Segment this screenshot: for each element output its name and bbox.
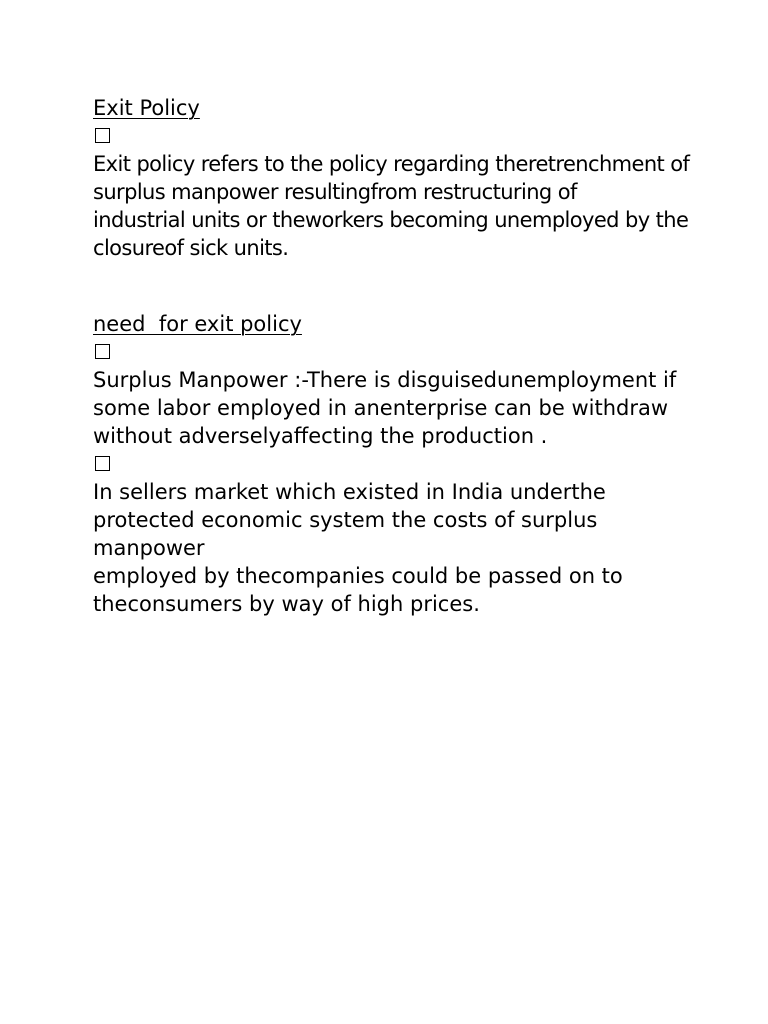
document-body: [93, 94, 693, 618]
checkbox-bullet-icon: [95, 456, 110, 471]
paragraph: In sellers market which existed in India underthe protected economic system the costs of surplus manpower employed by thecompanies could be passed on to theconsumers by way of high prices.: [93, 480, 623, 616]
section-heading: Exit Policy: [93, 96, 200, 120]
checkbox-bullet-icon: [95, 344, 110, 359]
section-need-for-exit-policy: [93, 310, 693, 618]
paragraph: Surplus Manpower :-There is disguisedunemployment if some labor employed in anenterprise can be withdraw without adverselyaffecting the production .: [93, 368, 677, 448]
paragraph: Exit policy refers to the policy regarding theretrenchment of surplus manpower resultingfrom restructuring of industrial units or theworkers becoming unemployed by the closureof sick units.: [93, 152, 690, 260]
checkbox-bullet-icon: [95, 128, 110, 143]
section-spacer: [93, 262, 693, 310]
section-exit-policy: [93, 94, 693, 262]
section-heading: need for exit policy: [93, 312, 302, 336]
